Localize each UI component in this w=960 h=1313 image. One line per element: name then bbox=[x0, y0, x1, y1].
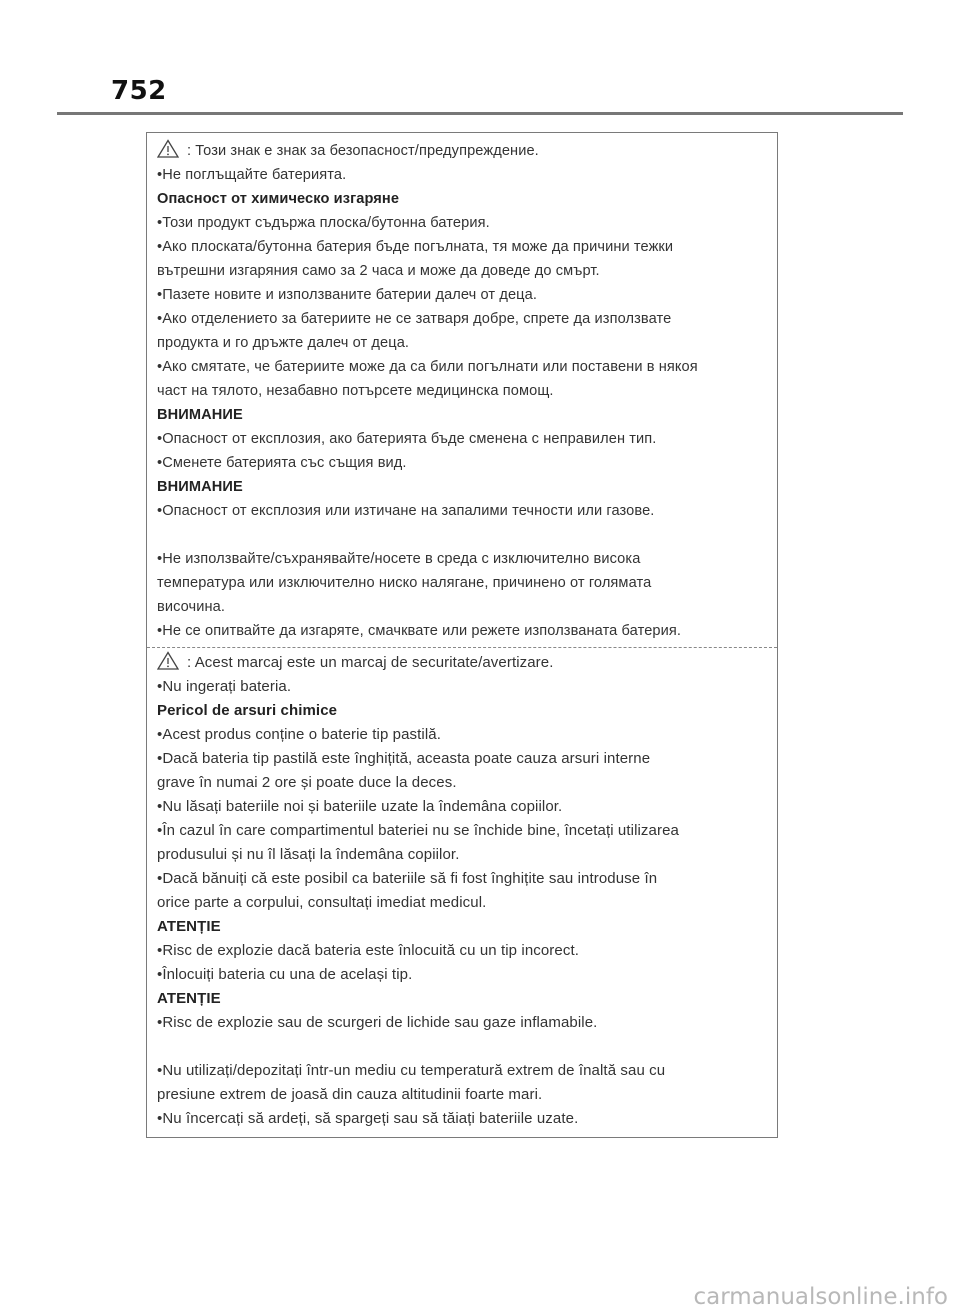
romanian-warning-section bbox=[157, 651, 767, 1131]
text-line: •Înlocuiți bateria cu una de același tip. bbox=[157, 966, 413, 983]
safety-warning-box bbox=[146, 132, 778, 1138]
warning-symbol-line bbox=[157, 651, 767, 675]
text-line: •Опасност от експлозия или изтичане на запалими течности или газове. bbox=[157, 503, 655, 519]
text-line: •Този продукт съдържа плоска/бутонна батерия. bbox=[157, 215, 490, 231]
text-line: •Nu lăsați bateriile noi și bateriile uzate la îndemâna copiilor. bbox=[157, 798, 563, 815]
text-line: produsului și nu îl lăsați la îndemâna copiilor. bbox=[157, 846, 460, 863]
text-line: •Пазете новите и използваните батерии далеч от деца. bbox=[157, 287, 537, 303]
text-line: •Acest produs conține o baterie tip pastilă. bbox=[157, 726, 441, 743]
spacer bbox=[157, 1035, 767, 1059]
text-line: височина. bbox=[157, 599, 226, 615]
bulgarian-warning-section bbox=[157, 139, 767, 643]
text-line: •Не поглъщайте батерията. bbox=[157, 167, 347, 183]
text-line: •Nu ingerați bateria. bbox=[157, 678, 292, 695]
text-line: presiune extrem de joasă din cauza altitudinii foarte mari. bbox=[157, 1086, 543, 1103]
text-line: •Сменете батерията със същия вид. bbox=[157, 455, 407, 471]
page-number: 752 bbox=[111, 76, 167, 106]
text-line: •Опасност от експлозия, ако батерията бъде сменена с неправилен тип. bbox=[157, 431, 657, 447]
text-line: част на тялото, незабавно потърсете медицинска помощ. bbox=[157, 383, 554, 399]
text-line: •Ако смятате, че батериите може да са били погълнати или поставени в някоя bbox=[157, 359, 698, 375]
text-line: •Risc de explozie sau de scurgeri de lichide sau gaze inflamabile. bbox=[157, 1014, 598, 1031]
text-line: •În cazul în care compartimentul bateriei nu se închide bine, încetați utilizarea bbox=[157, 822, 679, 839]
text-line: •Risc de explozie dacă bateria este înlocuită cu un tip incorect. bbox=[157, 942, 579, 959]
text-line: •Nu utilizați/depozitați într-un mediu cu temperatură extrem de înaltă sau cu bbox=[157, 1062, 666, 1079]
warning-triangle-icon bbox=[157, 651, 179, 670]
warning-symbol-text: : Този знак е знак за безопасност/предупреждение. bbox=[187, 143, 539, 159]
header-divider bbox=[57, 112, 903, 115]
warning-symbol-line bbox=[157, 139, 767, 163]
section-divider bbox=[147, 647, 777, 648]
section-heading: ATENȚIE bbox=[157, 990, 221, 1007]
section-heading: ВНИМАНИЕ bbox=[157, 479, 243, 495]
section-heading: Pericol de arsuri chimice bbox=[157, 702, 338, 719]
section-heading: Опасност от химическо изгаряне bbox=[157, 191, 400, 207]
text-line: •Не се опитвайте да изгаряте, смачквате или режете използваната батерия. bbox=[157, 623, 682, 639]
text-line: •Dacă bănuiți că este posibil ca bateriile să fi fost înghițite sau introduse în bbox=[157, 870, 658, 887]
text-line: •Nu încercați să ardeți, să spargeți sau să tăiați bateriile uzate. bbox=[157, 1110, 579, 1127]
text-line: •Не използвайте/съхранявайте/носете в среда с изключително висока bbox=[157, 551, 641, 567]
text-line: •Dacă bateria tip pastilă este înghițită, aceasta poate cauza arsuri interne bbox=[157, 750, 651, 767]
text-line: •Ако отделението за батериите не се затваря добре, спрете да използвате bbox=[157, 311, 672, 327]
text-line: •Ако плоската/бутонна батерия бъде погълната, тя може да причини тежки bbox=[157, 239, 674, 255]
text-line: grave în numai 2 ore și poate duce la deces. bbox=[157, 774, 457, 791]
text-line: продукта и го дръжте далеч от деца. bbox=[157, 335, 410, 351]
warning-symbol-text: : Acest marcaj este un marcaj de securitate/avertizare. bbox=[187, 654, 554, 671]
section-heading: ATENȚIE bbox=[157, 918, 221, 935]
text-line: температура или изключително ниско налягане, причинено от голямата bbox=[157, 575, 652, 591]
site-watermark: carmanualsonline.info bbox=[693, 1284, 948, 1310]
warning-triangle-icon bbox=[157, 139, 179, 158]
section-heading: ВНИМАНИЕ bbox=[157, 407, 243, 423]
spacer bbox=[157, 523, 767, 547]
text-line: orice parte a corpului, consultați imediat medicul. bbox=[157, 894, 487, 911]
text-line: вътрешни изгаряния само за 2 часа и може да доведе до смърт. bbox=[157, 263, 600, 279]
